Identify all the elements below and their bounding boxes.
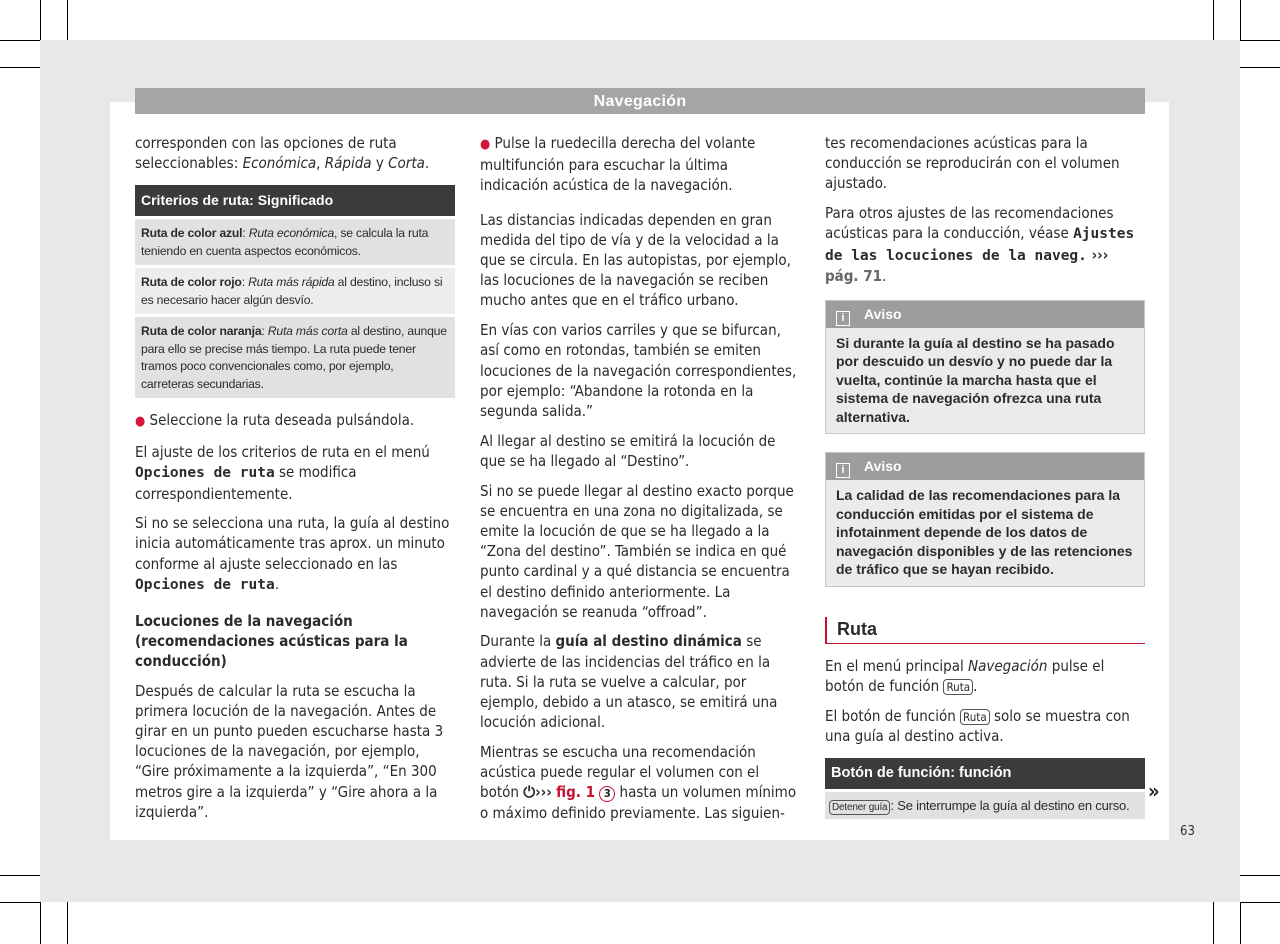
intro-paragraph: corresponden con las opciones de ruta seleccionables: Económica, Rápida y Corta.	[135, 134, 430, 173]
function-key-detener-guia: Detener guía	[829, 800, 890, 815]
crop-mark	[67, 902, 68, 944]
paragraph: Mientras se escucha una recomendación acústica puede regular el volumen con el botón ⏻››› fig. 1 3 hasta un volumen mínimo o máximo definido previamente. Las siguien-	[480, 742, 797, 822]
paragraph: El ajuste de los criterios de ruta en el menú Opciones de ruta se modifica correspondientemente.	[135, 443, 430, 503]
function-key-ruta: Ruta	[943, 679, 973, 695]
paragraph: En vías con varios carriles y que se bifurcan, así como en rotondas, también se emiten locuciones de la navegación correspondientes, por ejemplo: “Abandone la rotonda en la segunda salida.”	[480, 321, 797, 420]
table-title: Botón de función: función	[825, 758, 1145, 789]
paragraph: Al llegar al destino se emitirá la locución de que se ha llegado al “Destino”.	[480, 431, 776, 470]
bullet-item: ● Seleccione la ruta deseada pulsándola.	[135, 411, 415, 430]
info-icon: i	[836, 463, 850, 478]
notice-header: i Aviso	[826, 453, 1144, 480]
crop-mark	[1213, 902, 1214, 944]
paragraph: Después de calcular la ruta se escucha la primera locución de la navegación. Antes de girar en un punto pueden escucharse hasta 3 locuciones de la navegación, por ejemplo, “Gire próximamente a la izquierda”, “En 300 metros gire a la izquierda” y “Gire ahora a la izquierda”.	[135, 681, 444, 821]
notice-text: Si durante la guía al destino se ha pasado por descuido un desvío y no puede dar la vuelta, continúe la marcha hasta que el sistema de navegación ofrezca una ruta alternativa.	[836, 334, 1115, 425]
paragraph: Durante la guía al destino dinámica se advierte de las incidencias del tráfico en la ruta. Si la ruta se vuelve a calcular, por ejemplo, debido a un atasco, se emitirá una locución adicional.	[480, 632, 778, 732]
section-heading: Ruta	[825, 617, 1145, 644]
function-button-table	[825, 758, 1145, 819]
column-2	[480, 133, 800, 832]
paragraph: Si no se puede llegar al destino exacto porque se encuentra en una zona no digitalizada, se emite la locución de que se ha llegado a la “Zona del destino”. También se indica en qué punto cardinal y a qué distancia se encuentra el destino definido anteriormente. La navegación se reanuda “offroad”.	[480, 481, 794, 621]
page-number: 63	[1180, 824, 1195, 839]
table-row: Ruta de color rojo: Ruta más rápida al destino, incluso si es necesario hacer algún desvío.	[135, 268, 455, 314]
crop-mark	[0, 902, 40, 903]
bullet-item: ● Pulse la ruedecilla derecha del volante multifunción para escuchar la última indicación acústica de la navegación.	[480, 134, 756, 195]
reference-arrows-icon: ›››	[535, 783, 552, 802]
crop-mark	[1240, 0, 1241, 40]
crop-mark	[1240, 875, 1280, 876]
paragraph: Las distancias indicadas dependen en gran medida del tipo de vía y de la velocidad a la que se circula. En las autopistas, por ejemplo, las locuciones de la navegación se reciben mucho antes que en el tráfico urbano.	[480, 210, 791, 310]
notice-box	[825, 452, 1145, 587]
callout-number: 3	[599, 786, 615, 802]
notice-header: i Aviso	[826, 301, 1144, 328]
crop-mark	[0, 40, 40, 41]
continue-marker-icon: »	[1148, 779, 1160, 803]
crop-mark	[40, 902, 41, 944]
power-volume-icon: ⏻	[523, 783, 536, 802]
bullet-icon: ●	[135, 414, 146, 430]
menu-reference: Opciones de ruta	[135, 465, 275, 482]
crop-mark	[1213, 0, 1214, 40]
page-link[interactable]: pág. 71	[825, 266, 883, 285]
paragraph: tes recomendaciones acústicas para la conducción se reproducirán con el volumen ajustado.	[825, 134, 1120, 193]
column-1	[135, 133, 455, 831]
table-row: Detener guía : Se interrumpe la guía al destino en curso.	[825, 792, 1145, 819]
paragraph: Para otros ajustes de las recomendaciones acústicas para la conducción, véase Ajustes de las locuciones de la naveg. ››› pág. 71.	[825, 204, 1135, 285]
crop-mark	[1240, 40, 1280, 41]
crop-mark	[1240, 902, 1280, 903]
table-row: Ruta de color azul: Ruta económica, se calcula la ruta teniendo en cuenta aspectos económicos.	[135, 219, 455, 265]
info-icon: i	[836, 311, 850, 326]
subheading: Locuciones de la navegación (recomendaciones acústicas para la conducción)	[135, 612, 408, 671]
reference-arrows-icon: ›››	[1086, 245, 1109, 264]
crop-mark	[0, 67, 40, 68]
paragraph: El botón de función Ruta solo se muestra con una guía al destino activa.	[825, 707, 1130, 746]
function-key-ruta: Ruta	[960, 709, 990, 725]
table-title: Criterios de ruta: Significado	[135, 185, 455, 216]
table-row: Ruta de color naranja: Ruta más corta al destino, aunque para ello se precise más tiempo. La ruta puede tener tramos poco convencionales como, por ejemplo, carreteras secundarias.	[135, 317, 455, 398]
crop-mark	[40, 0, 41, 40]
section-header-bar: Navegación	[135, 88, 1145, 114]
figure-link[interactable]: fig. 1	[556, 783, 595, 802]
menu-reference: Opciones de ruta	[135, 576, 275, 593]
crop-mark	[0, 875, 40, 876]
crop-mark	[67, 0, 68, 40]
crop-mark	[1240, 67, 1280, 68]
notice-text: La calidad de las recomendaciones para la conducción emitidas por el sistema de infotainment depende de los datos de navegación disponibles y de las retenciones de tráfico que se hayan recibido.	[836, 487, 1133, 578]
column-3	[825, 133, 1145, 831]
bullet-icon: ●	[480, 137, 491, 152]
crop-mark	[1240, 902, 1241, 944]
route-criteria-table	[135, 185, 455, 398]
paragraph: En el menú principal Navegación pulse el botón de función Ruta .	[825, 657, 1105, 696]
menu-reference: Ajustes de las locuciones de la naveg.	[825, 226, 1135, 264]
paragraph: Si no se selecciona una ruta, la guía al destino inicia automáticamente tras aprox. un minuto conforme al ajuste seleccionado en las Opciones de ruta.	[135, 514, 450, 593]
notice-box	[825, 300, 1145, 435]
